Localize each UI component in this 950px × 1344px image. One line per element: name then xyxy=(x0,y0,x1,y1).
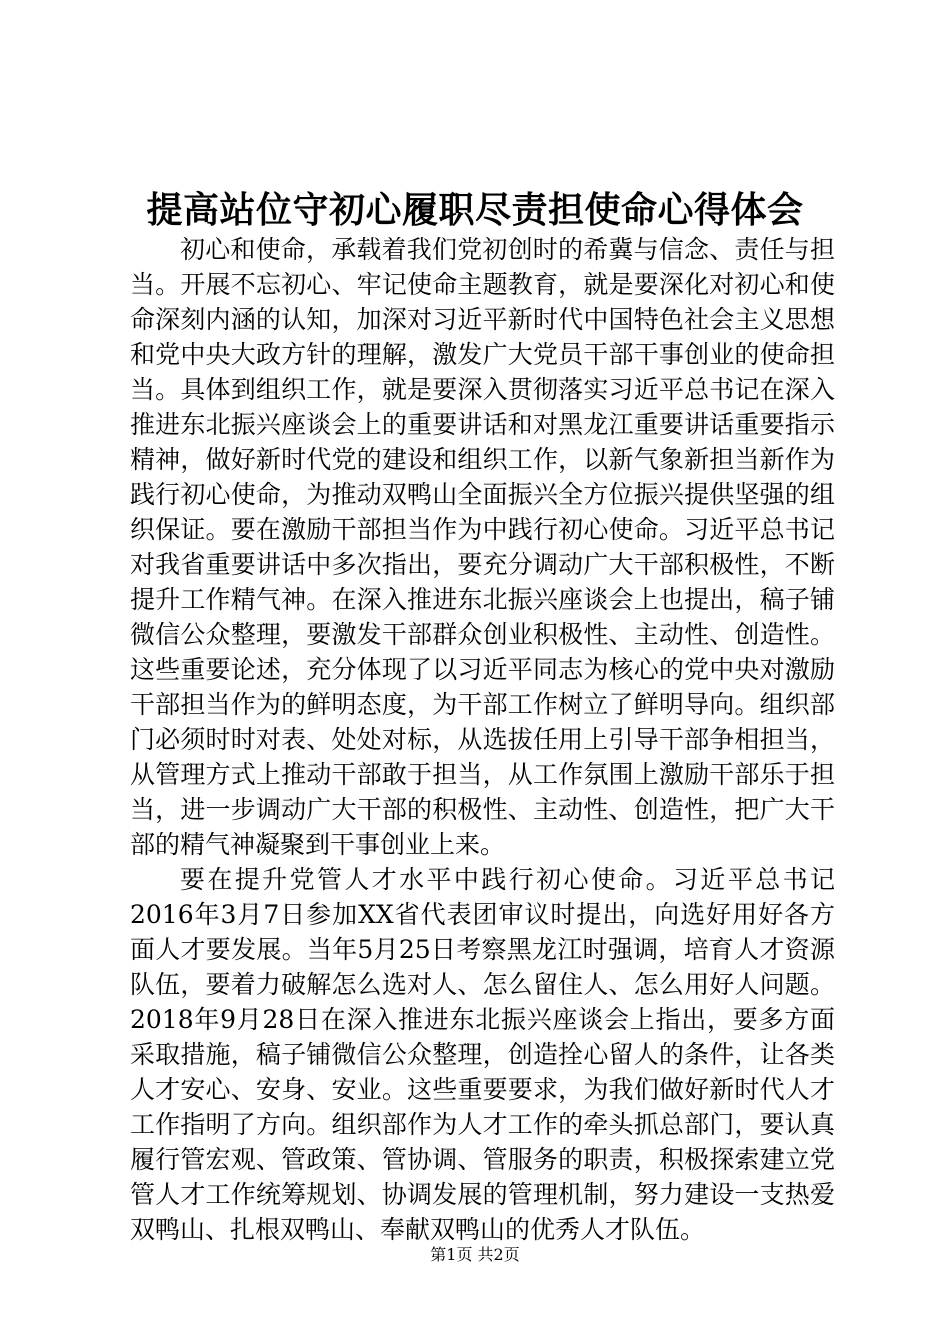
paragraph-2: 要在提升党管人才水平中践行初心使命。习近平总书记2016年3月7日参加XX省代表团审议时提出，向选好用好各方面人才要发展。当年5月25日考察黑龙江时强调，培育人才资源队伍，要着力破解怎么选对人、怎么留住人、怎么用好人问题。2018年9月28日在深入推进东北振兴座谈会上指出，要多方面采取措施，稿子铺微信公众整理，创造拴心留人的条件，让各类人才安心、安身、安业。这些重要要求，为我们做好新时代人才工作指明了方向。组织部作为人才工作的牵头抓总部门，要认真履行管宏观、管政策、管协调、管服务的职责，积极探索建立党管人才工作统筹规划、协调发展的管理机制，努力建设一支热爱双鸭山、扎根双鸭山、奉献双鸭山的优秀人才队伍。 xyxy=(130,865,835,1244)
document-title: 提高站位守初心履职尽责担使命心得体会 xyxy=(146,189,804,231)
document-body xyxy=(130,232,835,1247)
paragraph-1: 初心和使命，承载着我们党初创时的希冀与信念、责任与担当。开展不忘初心、牢记使命主题教育，就是要深化对初心和使命深刻内涵的认知，加深对习近平新时代中国特色社会主义思想和党中央大政方针的理解，激发广大党员干部干事创业的使命担当。具体到组织工作，就是要深入贯彻落实习近平总书记在深入推进东北振兴座谈会上的重要讲话和对黑龙江重要讲话重要指示精神，做好新时代党的建设和组织工作，以新气象新担当新作为践行初心使命，为推动双鸭山全面振兴全方位振兴提供坚强的组织保证。要在激励干部担当作为中践行初心使命。习近平总书记对我省重要讲话中多次指出，要充分调动广大干部积极性，不断提升工作精气神。在深入推进东北振兴座谈会上也提出，稿子铺微信公众整理，要激发干部群众创业积极性、主动性、创造性。这些重要论述，充分体现了以习近平同志为核心的党中央对激励干部担当作为的鲜明态度，为干部工作树立了鲜明导向。组织部门必须时时对表、处处对标，从选拔任用上引导干部争相担当，从管理方式上推动干部敢于担当，从工作氛围上激励干部乐于担当，进一步调动广大干部的积极性、主动性、创造性，把广大干部的精气神凝聚到干事创业上来。 xyxy=(130,235,835,859)
page-footer: 第1页 共2页 xyxy=(430,1245,520,1264)
